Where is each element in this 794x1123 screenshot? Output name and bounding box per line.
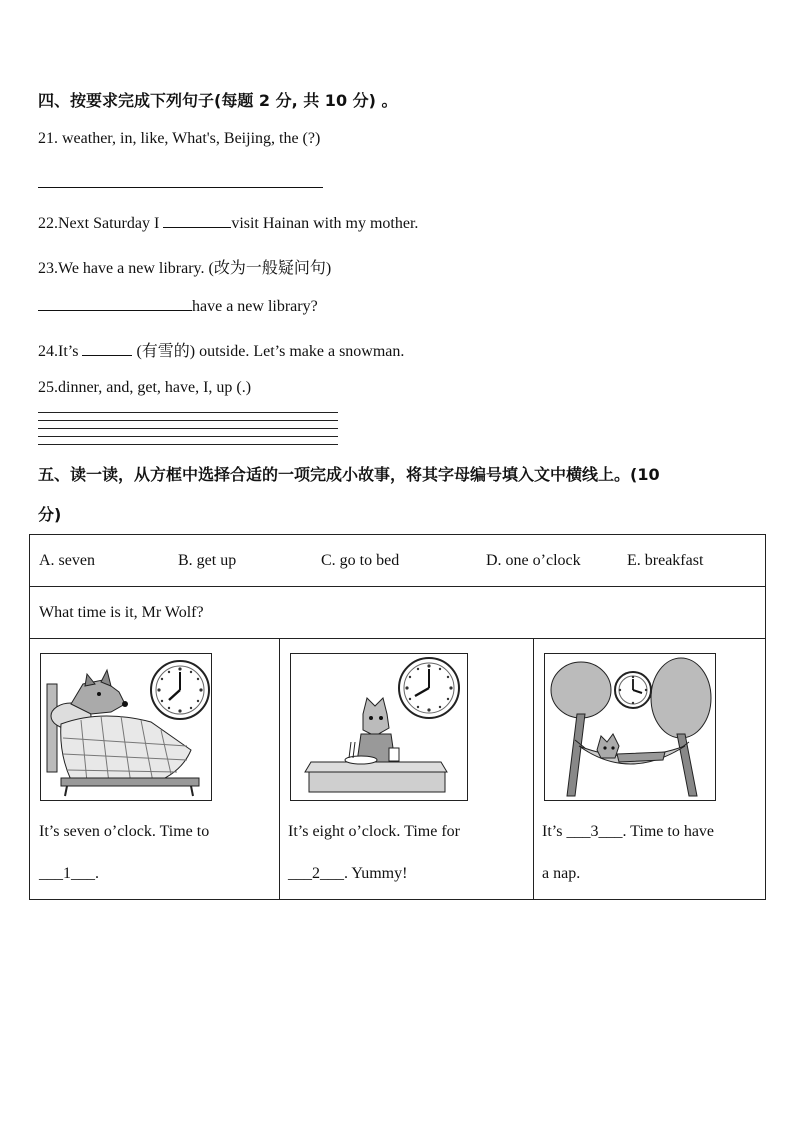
question-23: 23.We have a new library. (改为一般疑问句) <box>38 260 332 277</box>
wolf-in-bed-illustration <box>40 653 212 801</box>
clock-icon <box>615 672 651 708</box>
option-e: E. breakfast <box>627 552 704 569</box>
panel-1 <box>30 639 280 900</box>
section5-title-line2: 分) <box>38 505 62 524</box>
panel-1-caption-end: . <box>95 865 99 882</box>
answer-line-21[interactable] <box>38 187 323 188</box>
question-22-text-after: visit Hainan with my mother. <box>231 215 419 232</box>
wolf-icon <box>71 670 128 714</box>
answer-line-25d[interactable] <box>38 436 338 437</box>
tree-icon <box>651 658 711 796</box>
answer-23 <box>38 296 318 316</box>
panel-2-caption-line1: It’s eight o’clock. Time for <box>288 823 460 840</box>
answer-blank-2[interactable]: ___2___ <box>288 865 344 882</box>
story-table <box>29 534 766 900</box>
clock-icon <box>399 658 459 718</box>
panel-1-caption-line2 <box>39 865 99 883</box>
answer-blank-24[interactable] <box>82 341 132 356</box>
panel-1-caption-line1: It’s seven o’clock. Time to <box>39 823 210 840</box>
panel-3 <box>534 639 766 900</box>
panel-3-caption-start: It’s <box>542 823 567 840</box>
question-22-text-before: 22.Next Saturday I <box>38 215 164 232</box>
option-a: A. seven <box>39 552 95 569</box>
option-d: D. one o’clock <box>486 552 581 569</box>
answer-blank-23[interactable] <box>38 296 192 311</box>
panel-3-caption-line2: a nap. <box>542 865 581 882</box>
answer-blank-1[interactable]: ___1___ <box>39 865 95 882</box>
options-row <box>30 535 766 587</box>
clock-icon <box>151 661 209 719</box>
story-question: What time is it, Mr Wolf? <box>39 604 204 621</box>
wolf-icon <box>597 734 665 762</box>
option-b: B. get up <box>178 552 237 569</box>
wolf-at-breakfast-illustration <box>290 653 468 801</box>
panel-2-caption-end: . Yummy! <box>344 865 408 882</box>
answer-line-25e[interactable] <box>38 444 338 445</box>
answer-blank-3[interactable]: ___3___ <box>566 823 623 840</box>
panel-3-caption-end: . Time to have <box>622 823 715 840</box>
answer-line-25b[interactable] <box>38 420 338 421</box>
answer-line-25a[interactable] <box>38 412 338 413</box>
section4-title: 四、按要求完成下列句子(每题 2 分, 共 10 分) 。 <box>38 91 398 110</box>
question-24-text-after: (有雪的) outside. Let’s make a snowman. <box>132 343 405 360</box>
answer-23-text: have a new library? <box>192 298 318 315</box>
answer-line-25c[interactable] <box>38 428 338 429</box>
wolf-in-hammock-illustration <box>544 653 716 801</box>
question-21: 21. weather, in, like, What's, Beijing, the (?) <box>38 130 321 147</box>
option-c: C. go to bed <box>321 552 400 569</box>
question-22 <box>38 213 418 233</box>
question-24-text-before: 24.It’s <box>38 343 83 360</box>
panel-3-caption-line1 <box>542 823 714 841</box>
answer-blank-22[interactable] <box>163 213 231 228</box>
tree-icon <box>551 662 611 796</box>
question-25: 25.dinner, and, get, have, I, up (.) <box>38 379 252 396</box>
question-24 <box>38 338 404 361</box>
section5-title-line1: 五、读一读，从方框中选择合适的一项完成小故事，将其字母编号填入文中横线上。(10 <box>38 465 660 484</box>
panel-2-caption-line2 <box>288 865 407 883</box>
question-row <box>30 587 766 639</box>
panel-2 <box>280 639 534 900</box>
